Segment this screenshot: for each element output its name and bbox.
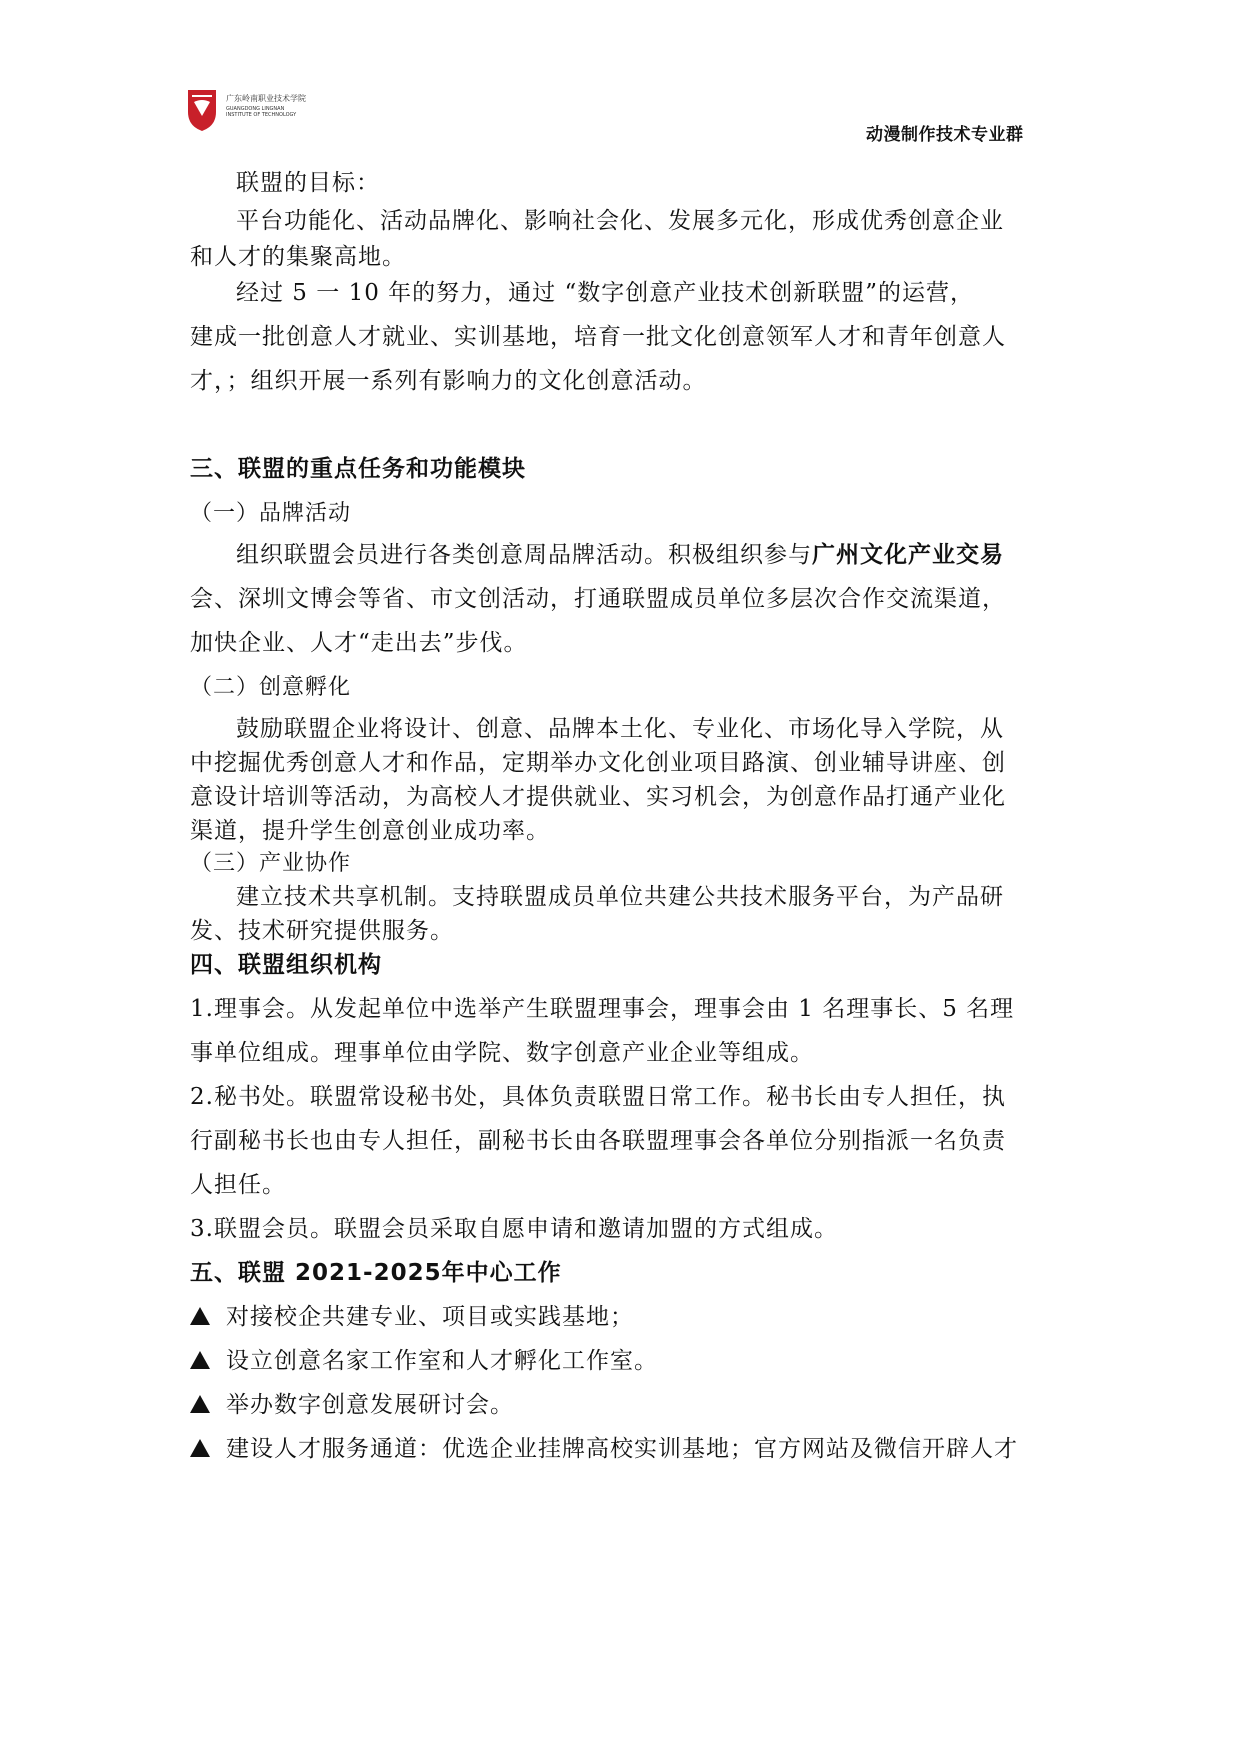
goals-para2-line1: 经过 5 一 10 年的努力，通过 “数字创意产业技术创新联盟”的运营， [236,280,974,306]
school-crest-icon [186,88,218,132]
section5-bullet: 举办数字创意发展研讨会。 [190,1382,514,1429]
section3-heading: 三、联盟的重点任务和功能模块 [190,456,526,482]
triangle-bullet-icon [190,1439,210,1457]
triangle-bullet-icon [190,1395,210,1413]
goals-para1-line1: 平台功能化、活动品牌化、影响社会化、发展多元化，形成优秀创意企业 [236,208,1004,234]
section4-item1-line1: 1.理事会。从发起单位中选举产生联盟理事会，理事会由 1 名理事长、5 名理 [190,996,1015,1022]
triangle-bullet-icon [190,1307,210,1325]
section5-bullet: 对接校企共建专业、项目或实践基地； [190,1294,634,1341]
goals-para1-line2: 和人才的集聚高地。 [190,244,406,270]
section3-sub2-line4: 渠道，提升学生创意创业成功率。 [190,818,550,844]
section3-sub2-heading: （二）创意孵化 [190,675,352,700]
section3-sub1-heading: （一）品牌活动 [190,501,352,526]
section4-item2-line2: 行副秘书长也由专人担任，副秘书长由各联盟理事会各单位分别指派一名负责 [190,1128,1006,1154]
section4-heading: 四、联盟组织机构 [190,952,382,978]
section3-sub1-line1: 组织联盟会员进行各类创意周品牌活动。积极组织参与广州文化产业交易 [236,542,1004,568]
school-name-cn: 广东岭南职业技术学院 [226,94,306,103]
section3-sub2-line2: 中挖掘优秀创意人才和作品，定期举办文化创业项目路演、创业辅导讲座、创 [190,750,1006,776]
page-header-title: 动漫制作技术专业群 [866,125,1024,145]
section5-bullet: 设立创意名家工作室和人才孵化工作室。 [190,1338,658,1385]
triangle-bullet-icon [190,1351,210,1369]
section4-item2-line1: 2.秘书处。联盟常设秘书处，具体负责联盟日常工作。秘书长由专人担任，执 [190,1084,1006,1110]
section3-sub3-heading: （三）产业协作 [190,851,352,876]
section5-bullet: 建设人才服务通道：优选企业挂牌高校实训基地；官方网站及微信开辟人才 [190,1426,1018,1473]
section5-heading: 五、联盟 2021-2025年中心工作 [190,1260,562,1286]
section3-sub3-line1: 建立技术共享机制。支持联盟成员单位共建公共技术服务平台，为产品研 [236,884,1004,910]
goals-title: 联盟的目标： [236,170,380,196]
school-logo [186,88,326,140]
goals-para2-line3: 才，；组织开展一系列有影响力的文化创意活动。 [190,368,707,394]
section3-sub1-line2: 会、深圳文博会等省、市文创活动，打通联盟成员单位多层次合作交流渠道， [190,586,1006,612]
section3-sub3-line2: 发、技术研究提供服务。 [190,918,454,944]
section4-item2-line3: 人担任。 [190,1172,286,1198]
section4-item3: 3.联盟会员。联盟会员采取自愿申请和邀请加盟的方式组成。 [190,1216,838,1242]
section4-item1-line2: 事单位组成。理事单位由学院、数字创意产业企业等组成。 [190,1040,814,1066]
section3-sub2-line1: 鼓励联盟企业将设计、创意、品牌本土化、专业化、市场化导入学院，从 [236,716,1004,742]
school-name-en: GUANGDONG LINGNAN INSTITUTE OF TECHNOLOGY [226,106,297,118]
section3-sub2-line3: 意设计培训等活动，为高校人才提供就业、实习机会，为创意作品打通产业化 [190,784,1006,810]
section3-sub1-line3: 加快企业、人才“走出去”步伐。 [190,630,528,656]
goals-para2-line2: 建成一批创意人才就业、实训基地，培育一批文化创意领军人才和青年创意人 [190,324,1006,350]
